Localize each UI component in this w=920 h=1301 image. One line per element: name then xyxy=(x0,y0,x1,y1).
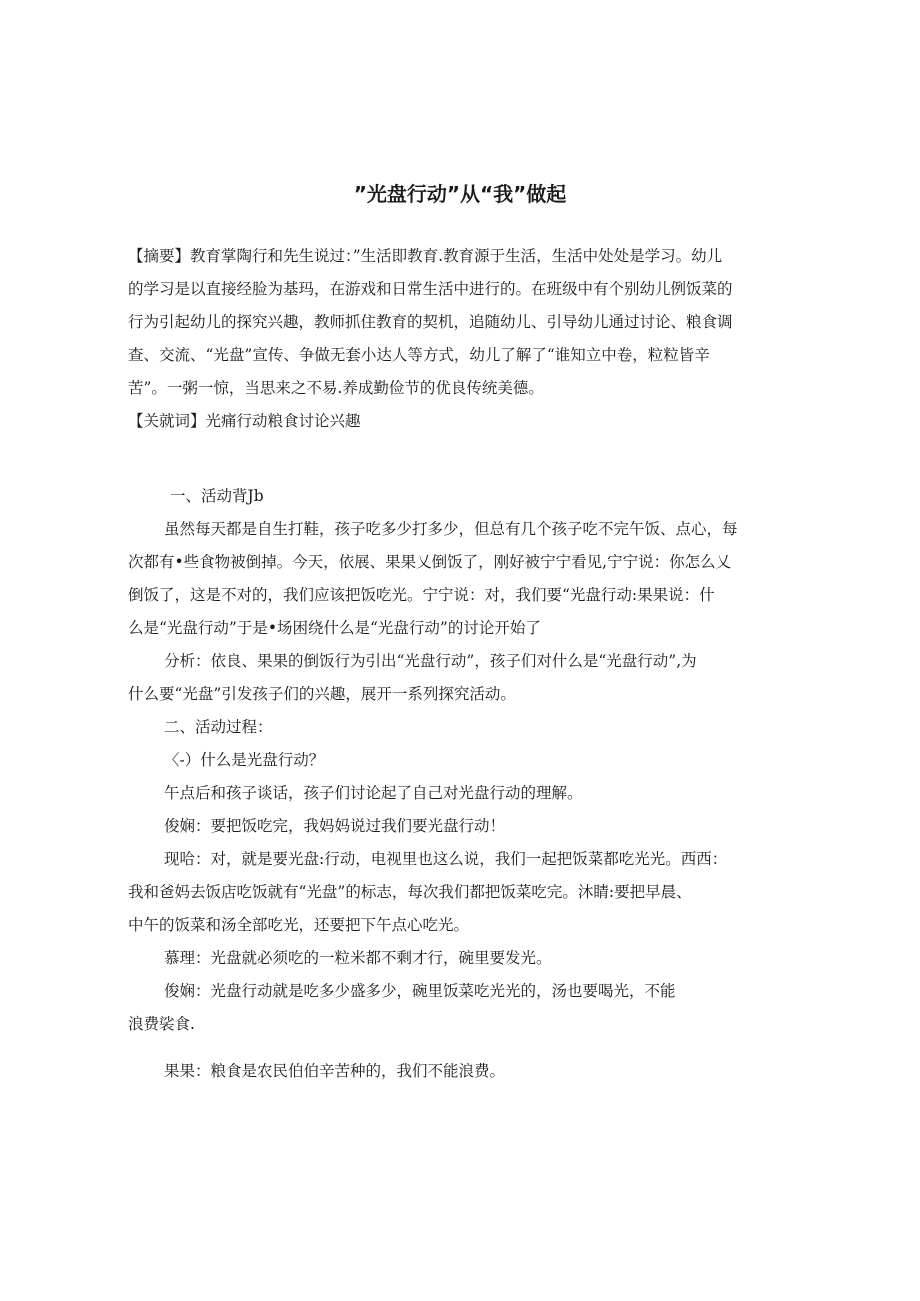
abstract-block xyxy=(128,240,796,1088)
analysis-line: 什么要“光盘”引发孩子们的兴趣，展开一系列探究活动。 xyxy=(128,685,516,703)
paragraph-line: 虽然每天都是自生打鞋，孩子吃多少打多少，但总有几个孩子吃不完午饭、点心，每 xyxy=(164,520,738,538)
abstract-line: 查、交流、“光盘”宣传、争做无套小达人等方式，幼儿了解了“谁知立中卷，粒粒皆辛 xyxy=(128,346,710,364)
dialogue-line: 午点后和孩子谈话，孩子们讨论起了自己对光盘行动的理解。 xyxy=(164,784,583,802)
dialogue-line: 慕理：光盘就必须吃的一粒米都不剩才行，碗里要发光。 xyxy=(164,949,552,967)
page-title: ”光盘行动”从“我”做起 xyxy=(353,182,567,206)
abstract-line: 【摘要】教育掌陶行和先生说过：”生活即教育.教育源于生活，生活中处处是学习。幼儿 xyxy=(128,247,723,265)
keywords-line: 【关就词】光痛行动粮食讨论兴趣 xyxy=(128,412,361,430)
analysis-line: 分析：依良、果果的倒饭行为引出“光盘行动”，孩子们对什么是“光盘行动”,为 xyxy=(164,652,697,670)
dialogue-line: 果果：粮食是农民伯伯辛苦种的，我们不能浪费。 xyxy=(164,1062,506,1080)
section-heading: 一、活动背Jb xyxy=(170,487,264,505)
subsection-heading: 〈-）什么是光盘行动？ xyxy=(164,751,325,769)
dialogue-line: 我和爸妈去饭店吃饭就有“光盘”的标志，每次我们都把饭菜吃完。沐睛:要把早晨、 xyxy=(128,883,692,901)
dialogue-line: 俊娴：光盘行动就是吃多少盛多少，碗里饭菜吃光光的，汤也要喝光，不能 xyxy=(164,982,676,1000)
dialogue-line: 俊娴：要把饭吃完，我妈妈说过我们要光盘行动！ xyxy=(164,817,506,835)
dialogue-line: 中午的饭菜和汤全部吃光，还要把下午点心吃光。 xyxy=(128,916,470,934)
section-heading: 二、活动过程： xyxy=(164,718,273,736)
paragraph-line: 么是“光盘行动”于是•场困绕什么是“光盘行动”的讨论开始了 xyxy=(128,619,541,637)
dialogue-line: 现哈：对，就是要光盘:行动，电视里也这么说，我们一起把饭菜都吃光光。西西： xyxy=(164,850,728,868)
dialogue-line: 浪费裟食. xyxy=(128,1015,195,1033)
abstract-line: 行为引起幼儿的探究兴趣，教师抓住教育的契机，追随幼儿、引导幼儿通过讨论、粮食调 xyxy=(128,313,733,331)
abstract-line: 的学习是以直接经脸为基玛，在游戏和日常生活中进行的。在班级中有个别幼儿例饭菜的 xyxy=(128,280,733,298)
paragraph-line: 次都有•些食物被倒掉。今天，依展、果果乂倒饭了，刚好被宁宁看见,宁宁说：你怎么乂 xyxy=(128,553,732,571)
paragraph-line: 倒饭了，这是不对的，我们应该把饭吃光。宁宁说：对，我们要“光盘行动:果果说：什 xyxy=(128,586,715,604)
abstract-line: 苦”。一粥一惊，当思来之不易.养成勤俭节的优良传统美德。 xyxy=(128,379,544,397)
